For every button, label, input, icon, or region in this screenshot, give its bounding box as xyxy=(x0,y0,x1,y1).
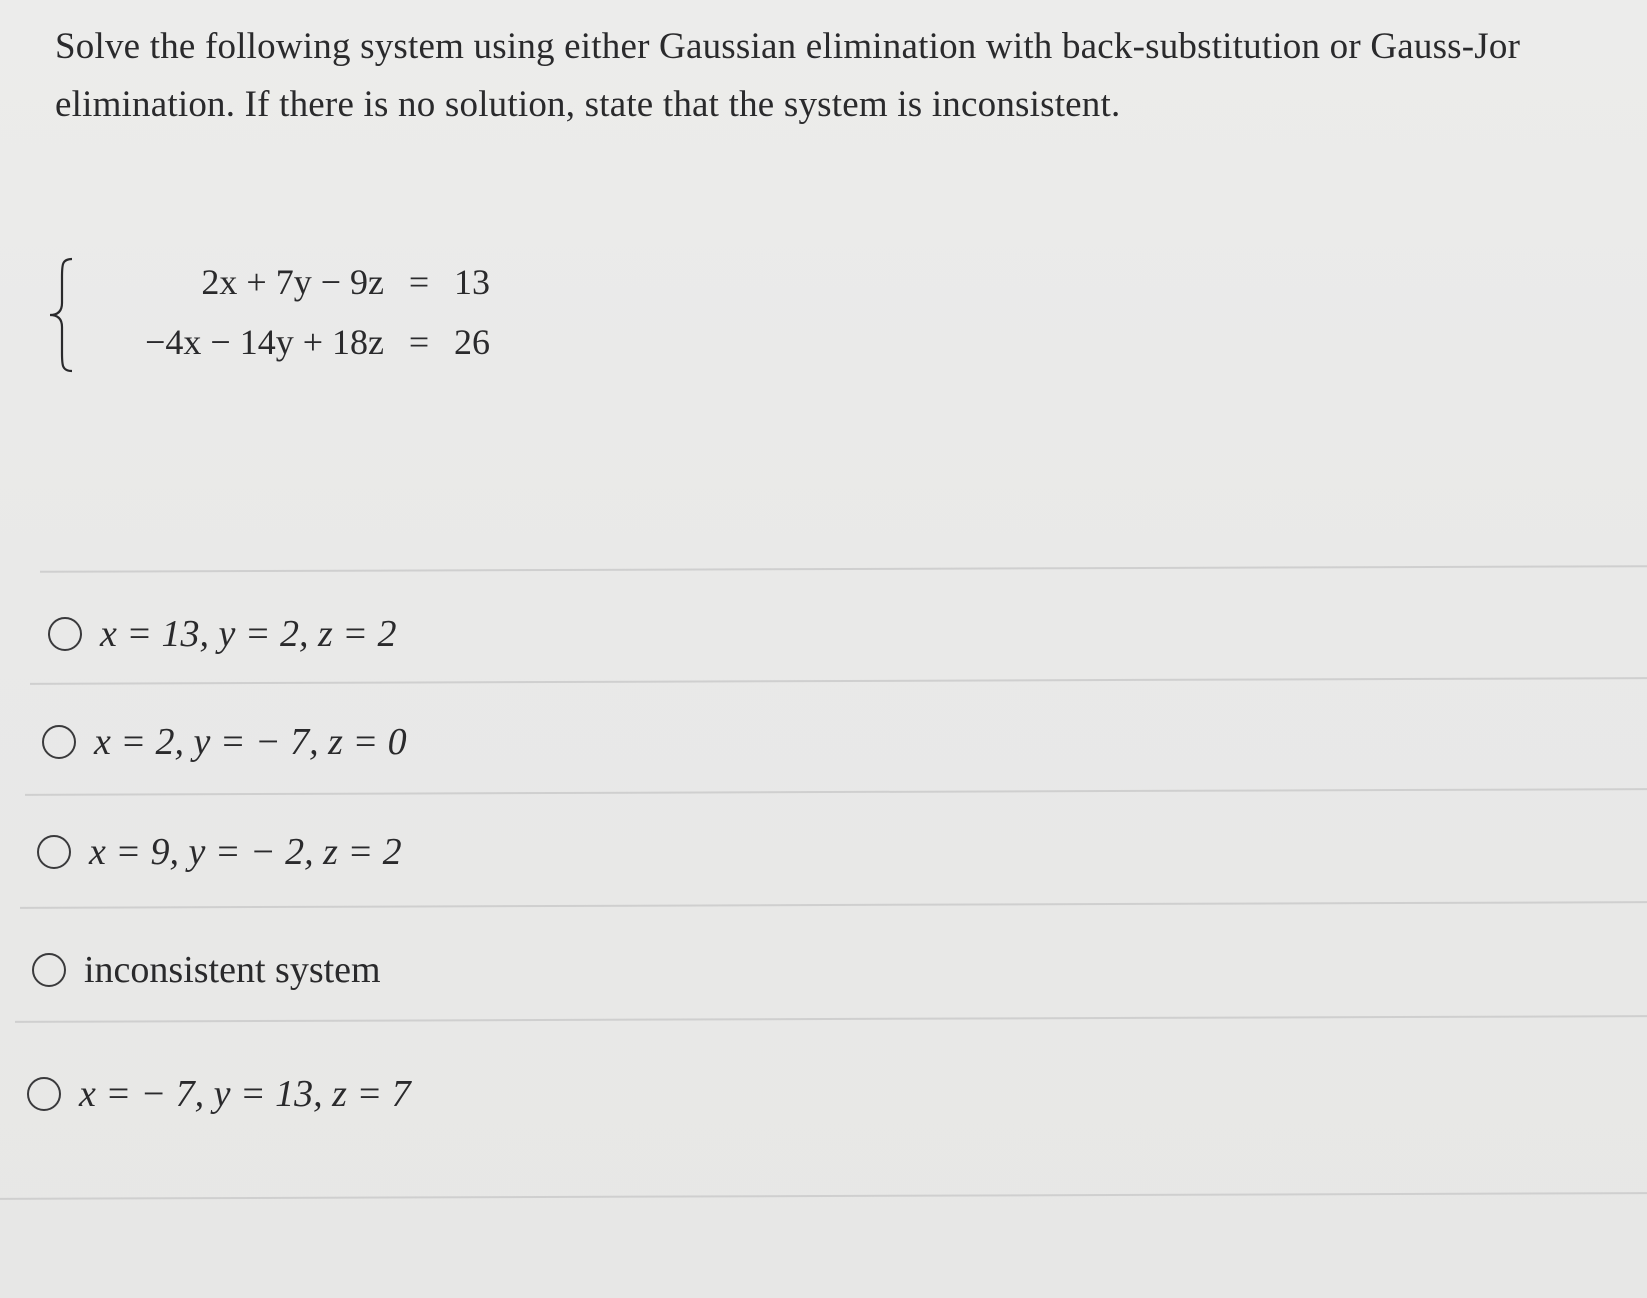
question-text xyxy=(55,18,1647,134)
radio-button[interactable] xyxy=(37,835,71,869)
equation-row-2 xyxy=(84,317,514,367)
divider xyxy=(15,1015,1647,1023)
equation-2-lhs: −4x − 14y + 18z xyxy=(145,322,384,362)
radio-button[interactable] xyxy=(27,1077,61,1111)
answer-option-label: x = 2, y = − 7, z = 0 xyxy=(94,721,407,763)
equation-system xyxy=(44,255,514,375)
answer-option-5[interactable] xyxy=(27,1064,411,1124)
divider xyxy=(30,677,1647,685)
answer-option-label: x = 9, y = − 2, z = 2 xyxy=(89,831,402,873)
equation-1-equals: = xyxy=(408,262,430,302)
answer-option-label: x = − 7, y = 13, z = 7 xyxy=(79,1073,411,1115)
radio-button[interactable] xyxy=(48,617,82,651)
answer-option-4[interactable] xyxy=(32,940,381,1000)
answer-option-2[interactable] xyxy=(42,712,407,772)
radio-button[interactable] xyxy=(42,725,76,759)
question-line-1: Solve the following system using either Gaussian elimination with back-substitution or Gauss-Jor xyxy=(55,26,1521,67)
equation-1-rhs: 13 xyxy=(454,262,490,302)
divider xyxy=(20,901,1647,909)
left-brace-icon xyxy=(44,255,84,375)
divider xyxy=(0,1192,1647,1200)
equation-row-1 xyxy=(84,257,514,307)
question-line-2: elimination. If there is no solution, state that the system is inconsistent. xyxy=(55,84,1121,125)
answer-option-1[interactable] xyxy=(48,604,396,664)
equation-1-lhs: 2x + 7y − 9z xyxy=(201,262,384,302)
divider xyxy=(40,565,1647,573)
radio-button[interactable] xyxy=(32,953,66,987)
divider xyxy=(25,788,1647,796)
answer-option-label: inconsistent system xyxy=(84,949,381,991)
equation-2-equals: = xyxy=(408,322,430,362)
answer-option-label: x = 13, y = 2, z = 2 xyxy=(100,613,397,655)
answer-option-3[interactable] xyxy=(37,822,402,882)
equation-2-rhs: 26 xyxy=(454,322,490,362)
